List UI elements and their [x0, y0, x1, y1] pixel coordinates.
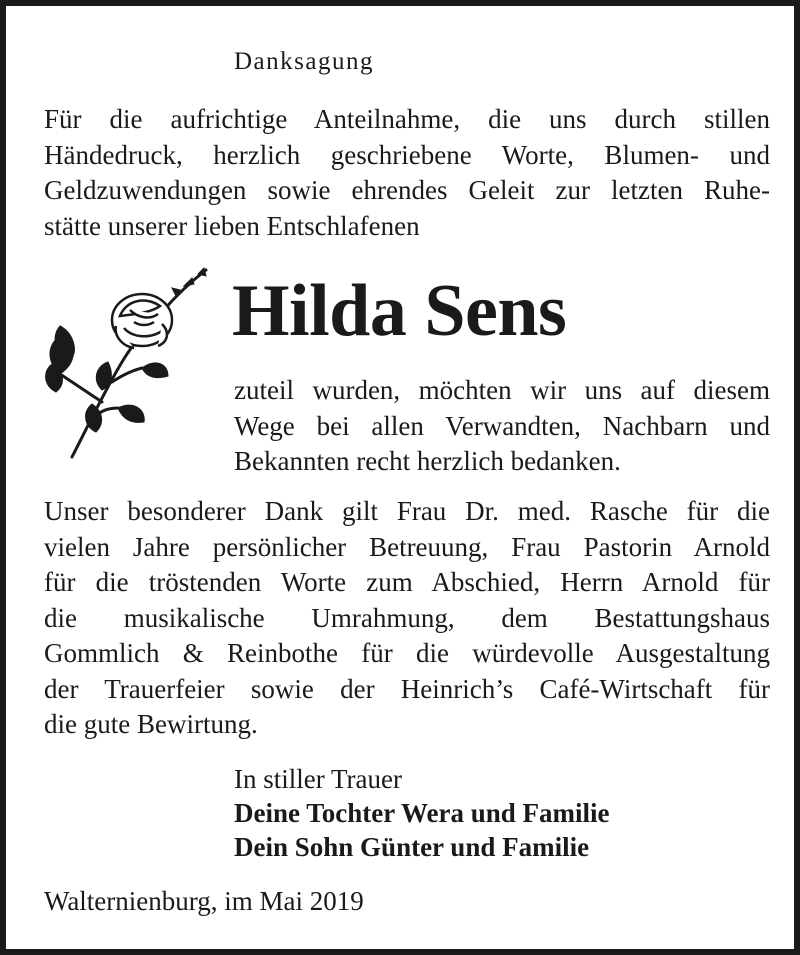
mourner-line: Deine Tochter Wera und Familie: [234, 798, 610, 828]
intro-line: Händedruck, herzlich geschriebene Worte, Blumen- und: [44, 139, 770, 170]
rose-icon: [42, 262, 212, 462]
after-line: zuteil wurden, möchten wir uns auf diesem: [234, 375, 770, 405]
deceased-name: Hilda Sens: [232, 270, 567, 352]
mourning-intro: In stiller Trauer: [234, 764, 402, 794]
thanks-line: vielen Jahre persönlicher Betreuung, Frau Pastorin Arnold: [44, 531, 770, 562]
after-name-paragraph: [234, 373, 770, 480]
intro-line: stätte unserer lieben Entschlafenen: [44, 210, 420, 241]
intro-paragraph: [44, 102, 770, 244]
after-line: Bekannten recht herzlich bedanken.: [234, 446, 621, 476]
thanks-paragraph: [44, 494, 770, 743]
thanks-line: die musikalische Umrahmung, dem Bestattungshaus: [44, 602, 770, 633]
mourning-block: [234, 762, 610, 864]
thanks-line: Gommlich & Reinbothe für die würdevolle Ausgestaltung: [44, 638, 770, 668]
thanks-line: die gute Bewirtung.: [44, 709, 258, 739]
place-date: Walternienburg, im Mai 2019: [44, 886, 364, 916]
thanks-line: Unser besonderer Dank gilt Frau Dr. med. Rasche für die: [44, 496, 770, 526]
thanks-line: für die tröstenden Worte zum Abschied, Herrn Arnold für: [44, 567, 770, 597]
mourner-line: Dein Sohn Günter und Familie: [234, 832, 590, 862]
after-line: Wege bei allen Verwandten, Nachbarn und: [234, 410, 770, 441]
notice-title: Danksagung: [234, 48, 374, 75]
intro-line: Für die aufrichtige Anteilnahme, die uns durch stillen: [44, 104, 770, 134]
intro-line: Geldzuwendungen sowie ehrendes Geleit zur letzten Ruhe-: [44, 175, 770, 205]
thanks-line: der Trauerfeier sowie der Heinrich’s Café-Wirtschaft für: [44, 673, 770, 704]
